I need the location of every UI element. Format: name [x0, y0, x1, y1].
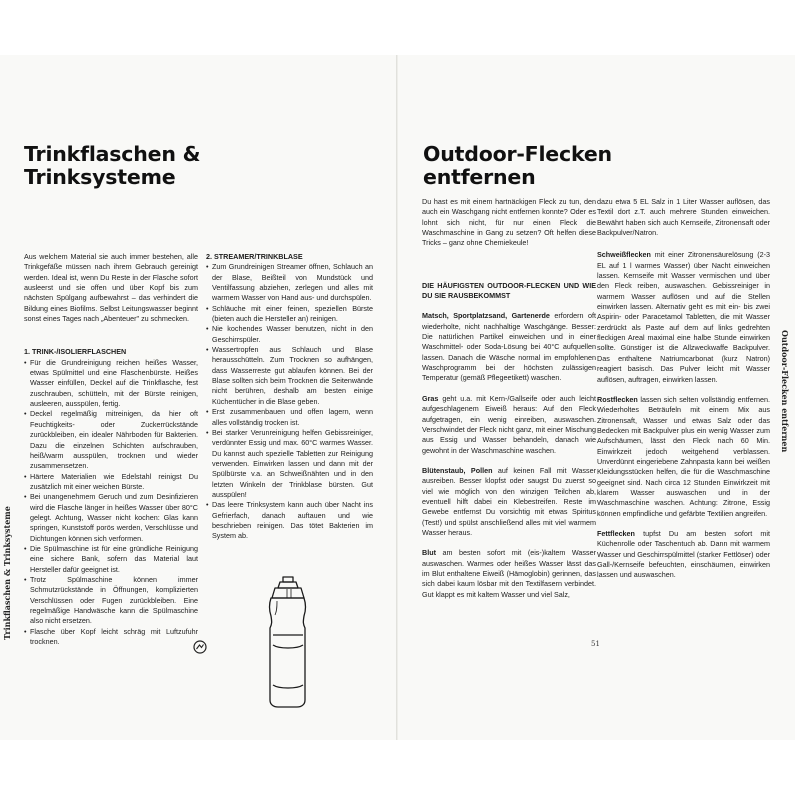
left-side-tab — [2, 280, 14, 640]
right-page — [398, 55, 795, 740]
list-item: • Die Spülmaschine ist für eine gründliche Reinigung eine sichere Bank, sofern das Material laut Hersteller dafür geeignet ist. — [24, 544, 198, 575]
list-item: • Schläuche mit einer feinen, speziellen Bürste (bieten auch die Hersteller an) reinigen. — [206, 304, 373, 325]
left-page-title — [24, 143, 200, 189]
stain-text: erfordern oft wiederholte, nicht nachhaltige Waschgänge. Besser: Die natürlichen Partikel einweichen und in einer Waschmittel- oder Soda-Lösung bei 40°C aufquellen lassen. Danach die Wäsche normal im empfohlenen Waschprogramm bei der höchsten zulässigen Temperatur (gemäß Pflegeetikett) waschen. — [422, 311, 596, 383]
right-page-title — [423, 143, 612, 189]
stain-text: am besten sofort mit (eis-)kaltem Wasser auswaschen. Warmes oder heißes Wasser lässt das im Blut enthaltene Eiweiß (Hämoglobin) gerinnen, das sich dabei kaum lösbar mit den Textilfasern verbindet. Gut klappt es mit kaltem Wasser und viel Salz, — [422, 548, 596, 599]
stain-entry — [597, 529, 770, 581]
list-item: • Deckel regelmäßig mitreinigen, da hier oft Feuchtigkeits- oder Zuckerrückstände zurückbleiben, ein idealer Nährboden für Bakterien. Dazu die einzelnen Schichten aufschrauben, heiß/warm ausspülen, trocknen und wieder zusammensetzen. — [24, 409, 198, 471]
section2-heading: 2. STREAMER/TRINKBLASE — [206, 252, 303, 261]
right-title-line2: entfernen — [423, 165, 536, 189]
stain-text: lassen sich selten vollständig entfernen. Wiederholtes Beträufeln mit einem Mix aus Zitronensaft, Wasser und etwas Salz oder das Bedecken mit Backpulver plus ein wenig Wasser zum Aufschäumen, lässt den Fleck nach 60 Min. Einwirkzeit jedoch weitgehend verblassen. Unverdünnt eingeriebene Zahnpasta kann bei weißen Kleidungsstücken helfen, die für die Waschmaschine geeignet sind. Nach circa 12 Stunden Einwirkzeit mit klarem Wasser auswaschen und in der Waschmaschine waschen. Achtung: Zitrone, Essig können empfindliche und gefärbte Textilien angreifen. — [597, 394, 770, 518]
left-side-tab-label: Trinkflaschen & Trinksysteme — [2, 506, 12, 640]
stain-term: Blütenstaub, Pollen — [422, 465, 493, 475]
list-item: • Zum Grundreinigen Streamer öffnen, Schlauch an der Blase, Beißteil von Mundstück und Ventilfassung abziehen, zerlegen und alles mit warmem Wasser von Hand aus- und durchspülen. — [206, 262, 373, 303]
stain-entry — [422, 466, 596, 538]
left-title-line2: Trinksysteme — [24, 165, 176, 189]
right-intro: Du hast es mit einem hartnäckigen Fleck zu tun, den auch ein Waschgang nicht entfernen konnte? Oder es lohnt sich nicht, für nur einen Fleck die Waschmaschine in Gang zu setzen? Oft helfen diese Tricks – ganz ohne Chemiekeule! — [422, 197, 596, 248]
right-column-2 — [597, 197, 770, 672]
stain-text: mit einer Zitronensäurelösung (2-3 EL auf 1 l warmes Wasser) über Nacht einweichen lassen. Kernseife mit Wasser vermischen und über den Fleck reiben, auswaschen. Gebissreiniger in warmem Wasser auflösen und auf die Stellen einwirken lassen. Alternativ geht es mit ein- bis zwei Aspirin- oder Paracetamol Tabletten, die mit Wasser zerdrückt als Paste auf dem auf links gedrehten fleckigen Areal maximal eine halbe Stunde einwirken sollte. Günstiger ist die Allzweckwaffe Backpulver. Das enthaltene Natriumcarbonat (kurz Natron) reagiert basisch. Das Pulver leicht mit Wasser auflösen, auftragen, einwirken lassen. — [597, 250, 770, 384]
list-item: • Erst zusammenbauen und offen lagern, wenn alles vollständig trocken ist. — [206, 407, 373, 428]
right-column-1 — [422, 197, 596, 672]
right-side-tab-label: Outdoor-Flecken entfernen — [780, 330, 790, 453]
stain-entry — [422, 548, 596, 600]
stain-text: auf keinen Fall mit Wasser ausreiben. Besser klopfst oder saugst Du zuerst so viel wie möglich von den winzigen Teilchen ab, eventuell hilft dabei ein Klebestreifen. Reste im Gewebe entfernst Du vorsichtig mit etwas Spiritus (Test!) und spülst anschließend alles mit viel warmem Wasser heraus. — [422, 465, 596, 537]
stain-term: Gras — [422, 393, 439, 403]
stain-term: Rostflecken — [597, 394, 638, 404]
right-title-line1: Outdoor-Flecken — [423, 142, 612, 166]
stain-term: Fettflecken — [597, 528, 635, 538]
stain-entry — [597, 197, 770, 238]
left-column-1 — [24, 252, 198, 692]
left-page — [0, 55, 397, 740]
water-bottle-illustration — [253, 573, 323, 713]
left-title-line1: Trinkflaschen & — [24, 142, 201, 166]
left-intro: Aus welchem Material sie auch immer bestehen, alle Trinkgefäße müssen nach ihrem Gebrauch gereinigt werden. Ideal ist, wenn Du Reste in der Flasche sofort ausleerst und sie offen und über Kopf bis zum nächsten Spülgang aufbewahrst – das verhindert die Bildung eines Biofilms. Selbst Leitungswasser beginnt sonst eines Tages nach „Abenteuer" zu schmecken. — [24, 252, 198, 324]
stain-term: Matsch, Sportplatzsand, Gartenerde — [422, 311, 550, 321]
stain-entry — [597, 250, 770, 384]
section2-list — [206, 262, 373, 541]
list-item: • Trotz Spülmaschine können immer Schmutzrückstände in Öffnungen, komplizierten Verschlüssen oder Fugen zurückbleiben. Eine regelmäßige Handwäsche kann die Spülmaschine also nicht ersetzen. — [24, 575, 198, 627]
stain-term: Blut — [422, 548, 436, 558]
stain-text: dazu etwa 5 EL Salz in 1 Liter Wasser auflösen, das Textil dort z.T. auch mehrere Stunden einweichen. Bewährt haben sich auch Kernseife, Zitronensaft oder Backpulver/Natron. — [597, 197, 770, 238]
right-side-tab — [780, 330, 792, 690]
stain-entry — [597, 395, 770, 519]
page-number: 51 — [591, 640, 600, 648]
publisher-logo-icon — [193, 640, 207, 654]
stain-text: geht u.a. mit Kern-/Gallseife oder auch leicht aufgeschlagenem Eiweiß heraus: Auf den Fleck aufgetragen, ein wenig einreiben, auswaschen. Verschwindet der Fleck nicht ganz, mit einer Mischung aus Essig und Wasser behandeln, danach wie gewohnt in der Waschmaschine waschen. — [422, 393, 596, 455]
stain-entry — [422, 311, 596, 383]
stain-text: tupfst Du am besten sofort mit Küchenrolle oder Taschentuch ab. Dann mit warmem Wasser und Geschirrspülmittel (starker Fettlöser) oder Gall-/Kernseife befeuchten, einschäumen, einwirken lassen und auswaschen. — [597, 528, 770, 580]
left-column-2 — [206, 252, 373, 562]
list-item: • Wassertropfen aus Schlauch und Blase herausschütteln. Zum Trocknen so aufhängen, dass Wasserreste gut ablaufen können. Bei der Blase sollten sich beim Trocknen die Seitenwände nicht berühren, deshalb am besten einige Küchentücher in die Blase geben. — [206, 345, 373, 407]
stain-entry — [422, 394, 596, 456]
section1-list — [24, 358, 198, 648]
list-item: • Härtere Materialien wie Edelstahl reinigst Du zusätzlich mit einer weichen Bürste. — [24, 472, 198, 493]
stain-term: Schweißflecken — [597, 250, 651, 260]
list-item: • Für die Grundreinigung reichen heißes Wasser, etwas Spülmittel und eine Flaschenbürste. Heißes Wasser einfüllen, Deckel auf die Trinkflasche, fest zuschrauben, schütteln, mit der Bürste reinigen, ausleeren, ausspülen, fertig. — [24, 358, 198, 410]
list-item: • Nie kochendes Wasser benutzen, nicht in den Geschirrspüler. — [206, 324, 373, 345]
section1-heading: 1. TRINK-/ISOLIERFLASCHEN — [24, 347, 127, 357]
list-item: • Das leere Trinksystem kann auch über Nacht ins Gefrierfach, danach auftauen und wie beschrieben reinigen. Das tötet Bakterien im System ab. — [206, 500, 373, 541]
list-item: • Bei starker Verunreinigung helfen Gebissreiniger, verdünnter Essig und max. 60°C warmes Wasser. Du kannst auch spezielle Tabletten zur Reinigung verwenden. Einwirken lassen und dann mit der Spülbürste v.a. an Schweißnähten und in den letzten Winkeln der Trinkblase bürsten. Gut ausspülen! — [206, 428, 373, 500]
list-item: • Flasche über Kopf leicht schräg mit Luftzufuhr trocknen. — [24, 627, 198, 648]
stains-heading: DIE HÄUFIGSTEN OUTDOOR-FLECKEN UND WIE DU SIE RAUSBEKOMMST — [422, 280, 596, 301]
list-item: • Bei unangenehmem Geruch und zum Desinfizieren wird die Flasche länger in heißes Wasser über 80°C gelegt. Achtung, Wasser nicht kochen: Glas kann springen, Kunststoff porös werden, Verschlüsse und Dichtungen können sich verformen. — [24, 492, 198, 544]
